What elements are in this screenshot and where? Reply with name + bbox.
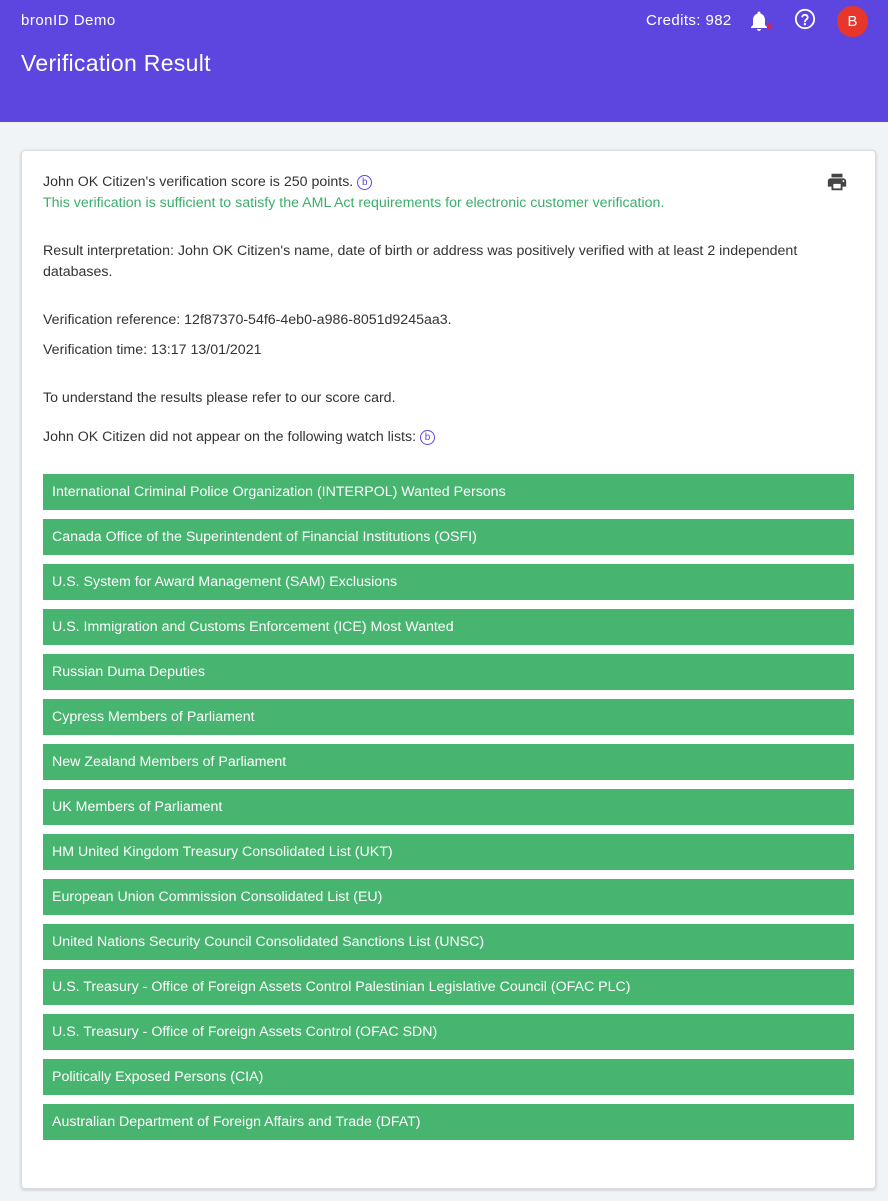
app-name[interactable]: bronID Demo xyxy=(21,12,116,29)
verification-result-card xyxy=(21,150,876,1189)
notification-dot xyxy=(767,24,772,29)
watch-list-item: Russian Duma Deputies xyxy=(43,654,854,690)
page-title: Verification Result xyxy=(21,50,211,76)
watch-list-item: Politically Exposed Persons (CIA) xyxy=(43,1059,854,1095)
watch-list-item: U.S. System for Award Management (SAM) Exclusions xyxy=(43,564,854,600)
watch-lists-intro xyxy=(43,427,435,448)
verification-reference: Verification reference: 12f87370-54f6-4eb0-a986-8051d9245aa3. xyxy=(43,312,452,328)
info-icon[interactable]: b xyxy=(357,175,372,190)
watch-list-item: UK Members of Parliament xyxy=(43,789,854,825)
watch-list-item: New Zealand Members of Parliament xyxy=(43,744,854,780)
watch-list-item: U.S. Treasury - Office of Foreign Assets Control (OFAC SDN) xyxy=(43,1014,854,1050)
watch-list-item: Canada Office of the Superintendent of Financial Institutions (OSFI) xyxy=(43,519,854,555)
watch-list-item: Australian Department of Foreign Affairs and Trade (DFAT) xyxy=(43,1104,854,1140)
bell-icon[interactable] xyxy=(747,9,771,33)
verification-time: Verification time: 13:17 13/01/2021 xyxy=(43,342,262,358)
score-card-text: To understand the results please refer to our score card. xyxy=(43,390,396,406)
credits-counter: Credits: 982 xyxy=(646,12,732,29)
score-line xyxy=(43,172,372,193)
watch-list-item: United Nations Security Council Consolidated Sanctions List (UNSC) xyxy=(43,924,854,960)
help-circle-icon[interactable] xyxy=(794,8,816,30)
watch-list-item: U.S. Treasury - Office of Foreign Assets Control Palestinian Legislative Council (OFAC PLC) xyxy=(43,969,854,1005)
info-icon[interactable]: b xyxy=(420,430,435,445)
interpretation-line-1: Result interpretation: John OK Citizen's name, date of birth or address was positively verified with at least 2 independent xyxy=(43,243,798,259)
watch-list-item: European Union Commission Consolidated List (EU) xyxy=(43,879,854,915)
score-text: John OK Citizen's verification score is 250 points. xyxy=(43,174,354,190)
watch-lists-intro-text: John OK Citizen did not appear on the following watch lists: xyxy=(43,429,417,445)
watch-list-item: International Criminal Police Organization (INTERPOL) Wanted Persons xyxy=(43,474,854,510)
user-avatar[interactable]: B xyxy=(837,6,868,37)
watch-list-item: HM United Kingdom Treasury Consolidated List (UKT) xyxy=(43,834,854,870)
watch-list xyxy=(43,474,854,1149)
watch-list-item: Cypress Members of Parliament xyxy=(43,699,854,735)
watch-list-item: U.S. Immigration and Customs Enforcement (ICE) Most Wanted xyxy=(43,609,854,645)
print-icon[interactable] xyxy=(826,171,848,193)
aml-sufficiency-text: This verification is sufficient to satisfy the AML Act requirements for electronic customer verification. xyxy=(43,195,665,211)
top-app-bar xyxy=(0,0,888,122)
interpretation-line-2: databases. xyxy=(43,264,113,280)
